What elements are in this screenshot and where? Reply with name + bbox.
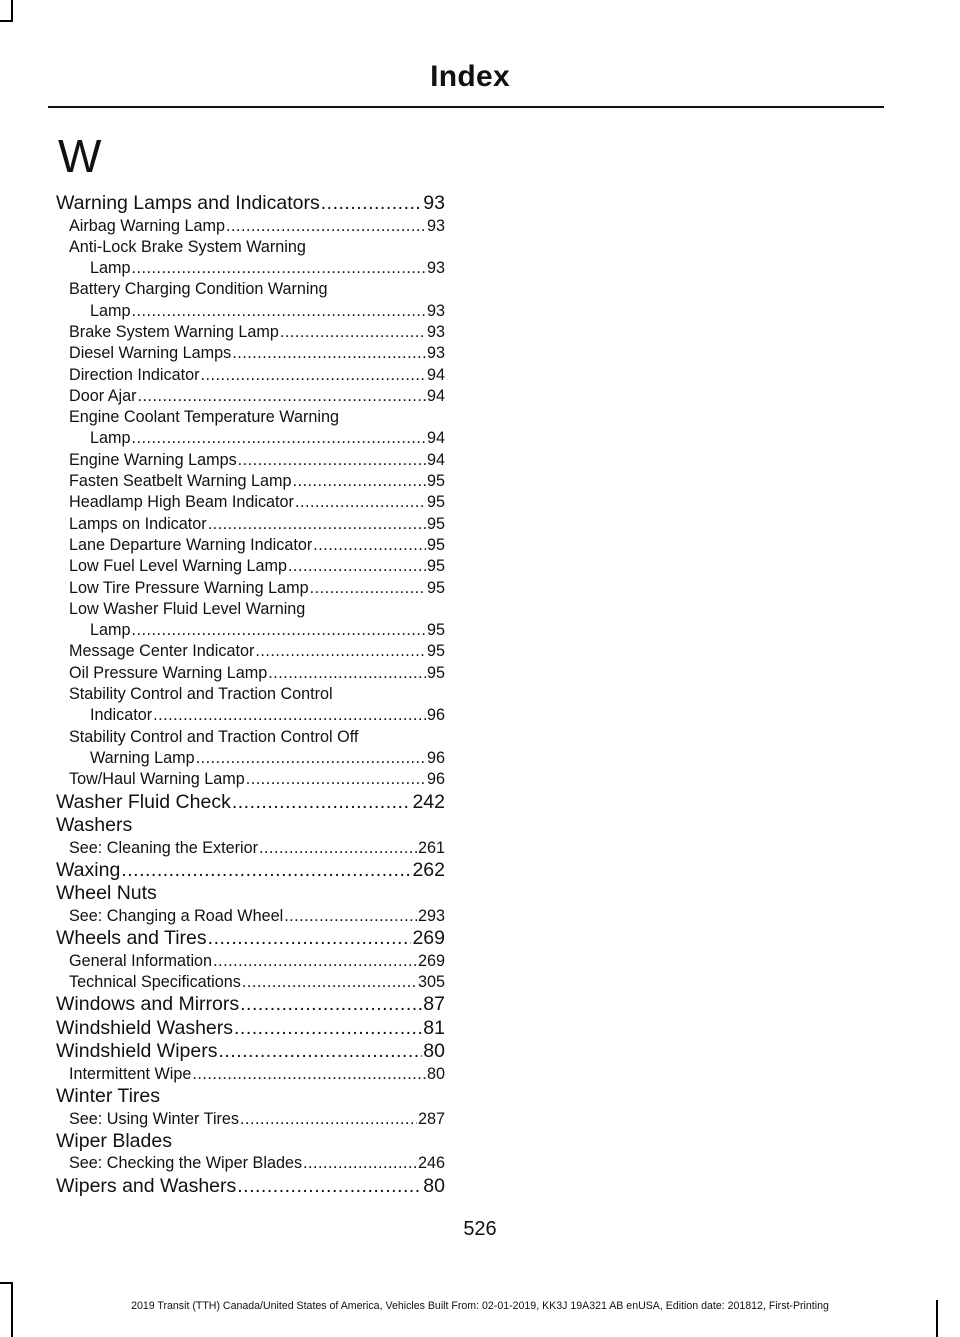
index-entry [56, 993, 445, 1017]
footer-edition-info: 2019 Transit (TTH) Canada/United States of America, Vehicles Built From: 02-01-2019, KK3J 19A321 AB enUSA, Edition date: 201812, First-Printing [131, 1300, 829, 1312]
index-entry-page: 93 [423, 192, 445, 214]
index-subentry-row [69, 471, 445, 492]
index-entry [56, 1040, 445, 1085]
dot-leader [237, 1175, 422, 1199]
index-subentry-label: Lamps on Indicator [69, 514, 207, 533]
index-subentries [56, 1064, 445, 1085]
dot-leader [303, 1153, 417, 1174]
index-subentry-label: Stability Control and Traction Control Off [69, 727, 359, 746]
index-entry-page: 87 [423, 993, 445, 1016]
index-subentry-label: See: Cleaning the Exterior [69, 838, 258, 857]
index-subentry-continuation [69, 748, 445, 769]
index-subentry-label-cont: Lamp [90, 621, 131, 640]
index-subentry-label: Lane Departure Warning Indicator [69, 535, 313, 554]
index-entry-label: Warning Lamps and Indicators [56, 192, 320, 214]
index-subentry-label: Direction Indicator [69, 365, 200, 384]
index-subentry-label: Battery Charging Condition Warning [69, 280, 328, 299]
index-subentry-label: Low Washer Fluid Level Warning [69, 599, 306, 618]
index-entry [56, 1175, 445, 1199]
index-subentry-label: Intermittent Wipe [69, 1064, 192, 1083]
index-entry-label: Windshield Wipers [56, 1040, 218, 1063]
index-entry-label: Waxing [56, 858, 121, 881]
index-subentry-label: Fasten Seatbelt Warning Lamp [69, 472, 292, 491]
index-subentry-row [69, 386, 445, 407]
index-subentry-label: Airbag Warning Lamp [69, 216, 225, 235]
index-subentry-page: 93 [426, 322, 445, 341]
index-subentry-page: 261 [417, 838, 445, 857]
index-entry [56, 1085, 445, 1130]
index-entry-page: 80 [423, 1174, 445, 1197]
index-entry [56, 1017, 445, 1041]
index-subentry-row [69, 578, 445, 599]
index-subentries [56, 951, 445, 994]
index-subentry-label: Anti-Lock Brake System Warning [69, 237, 306, 256]
index-subentry-page: 80 [426, 1064, 445, 1083]
index-entry-label: Windows and Mirrors [56, 993, 240, 1016]
index-subentry-page: 96 [426, 748, 445, 767]
index-subentry-row [69, 663, 445, 684]
index-subentry-row [69, 450, 445, 471]
index-subentry-label: See: Checking the Wiper Blades [69, 1154, 303, 1173]
index-entry-label: Wheels and Tires [56, 927, 207, 950]
index-subentry-row [69, 492, 445, 513]
dot-leader [226, 216, 426, 237]
index-subentry-row [69, 906, 445, 927]
index-entry [56, 927, 445, 993]
dot-leader [321, 192, 423, 216]
dot-leader [268, 663, 426, 684]
dot-leader [310, 578, 426, 599]
index-entry-row [56, 1130, 445, 1154]
index-subentry-label: Low Tire Pressure Warning Lamp [69, 578, 309, 597]
index-entry-page: 242 [412, 790, 445, 813]
index-subentry-row [69, 599, 445, 620]
dot-leader [232, 343, 426, 364]
dot-leader [259, 838, 417, 859]
section-letter: W [58, 130, 102, 182]
dot-leader [288, 556, 426, 577]
index-subentry-page: 93 [426, 216, 445, 235]
dot-leader [240, 993, 422, 1017]
index-entry-row [56, 791, 445, 815]
index-subentry-page: 305 [417, 972, 445, 991]
index-subentry-row [69, 951, 445, 972]
index-entry-row [56, 993, 445, 1017]
index-subentry-label: Tow/Haul Warning Lamp [69, 770, 245, 789]
index-subentry-row [69, 279, 445, 300]
index-subentry-row [69, 1109, 445, 1130]
index-subentry-page: 95 [426, 535, 445, 554]
index-subentry-label: Engine Coolant Temperature Warning [69, 408, 339, 427]
index-subentry-page: 94 [426, 386, 445, 405]
page-header-title: Index [430, 60, 510, 93]
index-subentry-label: Low Fuel Level Warning Lamp [69, 557, 288, 576]
index-subentry-row [69, 556, 445, 577]
dot-leader [242, 972, 417, 993]
dot-leader [192, 1064, 426, 1085]
dot-leader [234, 1017, 422, 1041]
index-entry-label: Washer Fluid Check [56, 790, 231, 813]
index-subentry-page: 95 [426, 514, 445, 533]
index-entry-label: Windshield Washers [56, 1016, 234, 1039]
index-entry-row [56, 1017, 445, 1041]
index-subentry-label-cont: Lamp [90, 259, 131, 278]
index-subentry-label: Engine Warning Lamps [69, 450, 237, 469]
index-subentries [56, 838, 445, 859]
index-subentry-label-cont: Lamp [90, 301, 131, 320]
dot-leader [213, 951, 417, 972]
index-subentry-row [69, 514, 445, 535]
dot-leader [200, 365, 426, 386]
dot-leader [153, 705, 426, 726]
index-subentry-label: Brake System Warning Lamp [69, 322, 279, 341]
index-entry-label: Wipers and Washers [56, 1174, 237, 1197]
dot-leader [121, 859, 411, 883]
index-subentry-page: 96 [426, 706, 445, 725]
dot-leader [293, 471, 426, 492]
index-entry-page: 262 [412, 858, 445, 881]
index-entry-row [56, 927, 445, 951]
index-subentry-label: Message Center Indicator [69, 642, 255, 661]
dot-leader [284, 906, 417, 927]
index-subentry-continuation [69, 620, 445, 641]
crop-mark-bottom-left-h [0, 1282, 13, 1284]
dot-leader [208, 927, 412, 951]
dot-leader [240, 1109, 417, 1130]
index-subentry-label: See: Using Winter Tires [69, 1109, 240, 1128]
dot-leader [232, 791, 412, 815]
index-subentry-page: 95 [426, 621, 445, 640]
index-subentry-row [69, 322, 445, 343]
index-subentry-label: Headlamp High Beam Indicator [69, 493, 294, 512]
page-number: 526 [463, 1218, 497, 1240]
index-subentry-row [69, 838, 445, 859]
index-subentry-row [69, 769, 445, 790]
index-subentries [56, 1109, 445, 1130]
index-subentry-page: 93 [426, 259, 445, 278]
index-entry [56, 791, 445, 815]
index-subentry-label: Door Ajar [69, 386, 137, 405]
index-entry [56, 814, 445, 859]
index-subentry-page: 293 [417, 906, 445, 925]
index-entry-row [56, 882, 445, 906]
dot-leader [218, 1040, 422, 1064]
index-subentry-continuation [69, 258, 445, 279]
index-subentry-row [69, 407, 445, 428]
index-subentry-row [69, 727, 445, 748]
index-entry [56, 1130, 445, 1175]
dot-leader [313, 535, 426, 556]
index-subentry-label: See: Changing a Road Wheel [69, 906, 284, 925]
index-entry-row [56, 859, 445, 883]
index-subentries [56, 906, 445, 927]
index-subentry-row [69, 237, 445, 258]
dot-leader [132, 301, 426, 322]
index-entry [56, 882, 445, 927]
index-subentry-row [69, 343, 445, 364]
index-subentry-page: 246 [417, 1154, 445, 1173]
index-subentry-row [69, 641, 445, 662]
index-subentry-row [69, 972, 445, 993]
index-subentry-continuation [69, 301, 445, 322]
dot-leader [132, 428, 426, 449]
dot-leader [255, 641, 426, 662]
index-subentry-label-cont: Indicator [90, 706, 153, 725]
index-subentry-page: 287 [417, 1109, 445, 1128]
index-subentries [56, 216, 445, 791]
index-entry-label: Wheel Nuts [56, 882, 157, 905]
index-subentries [56, 1153, 445, 1174]
index-subentry-label-cont: Warning Lamp [90, 748, 195, 767]
index-subentry-page: 94 [426, 429, 445, 448]
index-subentry-label: Technical Specifications [69, 972, 241, 991]
index-subentry-row [69, 684, 445, 705]
index-subentry-label: General Information [69, 951, 213, 970]
index-entry-page: 80 [423, 1040, 445, 1063]
index-entry-row [56, 1040, 445, 1064]
index-entry-page: 81 [423, 1016, 445, 1039]
index-subentry-page: 94 [426, 365, 445, 384]
index-subentry-label-cont: Lamp [90, 429, 131, 448]
index-entry-label: Wiper Blades [56, 1129, 172, 1152]
index-subentry-row [69, 535, 445, 556]
index-entry-row [56, 1085, 445, 1109]
index-subentry-row [69, 365, 445, 386]
dot-leader [246, 769, 426, 790]
dot-leader [280, 322, 426, 343]
index-subentry-row [69, 1153, 445, 1174]
index-subentry-page: 95 [426, 493, 445, 512]
index-entry-row [56, 814, 445, 838]
index-entry [56, 192, 445, 791]
index-subentry-continuation [69, 705, 445, 726]
index-subentry-page: 95 [426, 663, 445, 682]
index-subentry-label: Oil Pressure Warning Lamp [69, 663, 268, 682]
dot-leader [295, 492, 426, 513]
dot-leader [208, 514, 426, 535]
index-subentry-page: 96 [426, 770, 445, 789]
index-subentry-row [69, 216, 445, 237]
index-subentry-page: 94 [426, 450, 445, 469]
index-entry-label: Washers [56, 814, 133, 837]
index-entry-page: 269 [412, 927, 445, 950]
index-subentry-page: 95 [426, 578, 445, 597]
index-subentry-continuation [69, 428, 445, 449]
header-rule [48, 106, 884, 108]
index-subentry-page: 95 [426, 472, 445, 491]
crop-mark-top-left-v [11, 0, 13, 22]
index-entry-row [56, 1175, 445, 1199]
index-subentry-label: Stability Control and Traction Control [69, 685, 333, 704]
index-entry-row [56, 192, 445, 216]
index-list [56, 192, 445, 1198]
index-subentry-row [69, 1064, 445, 1085]
crop-mark-top-left-h [0, 20, 13, 22]
index-subentry-page: 95 [426, 557, 445, 576]
index-subentry-page: 93 [426, 344, 445, 363]
dot-leader [132, 258, 426, 279]
dot-leader [238, 450, 426, 471]
dot-leader [196, 748, 426, 769]
index-subentry-page: 93 [426, 301, 445, 320]
index-entry [56, 859, 445, 883]
index-subentry-label: Diesel Warning Lamps [69, 344, 232, 363]
index-subentry-page: 269 [417, 951, 445, 970]
dot-leader [132, 620, 426, 641]
index-entry-label: Winter Tires [56, 1085, 161, 1107]
index-subentry-page: 95 [426, 642, 445, 661]
dot-leader [137, 386, 426, 407]
